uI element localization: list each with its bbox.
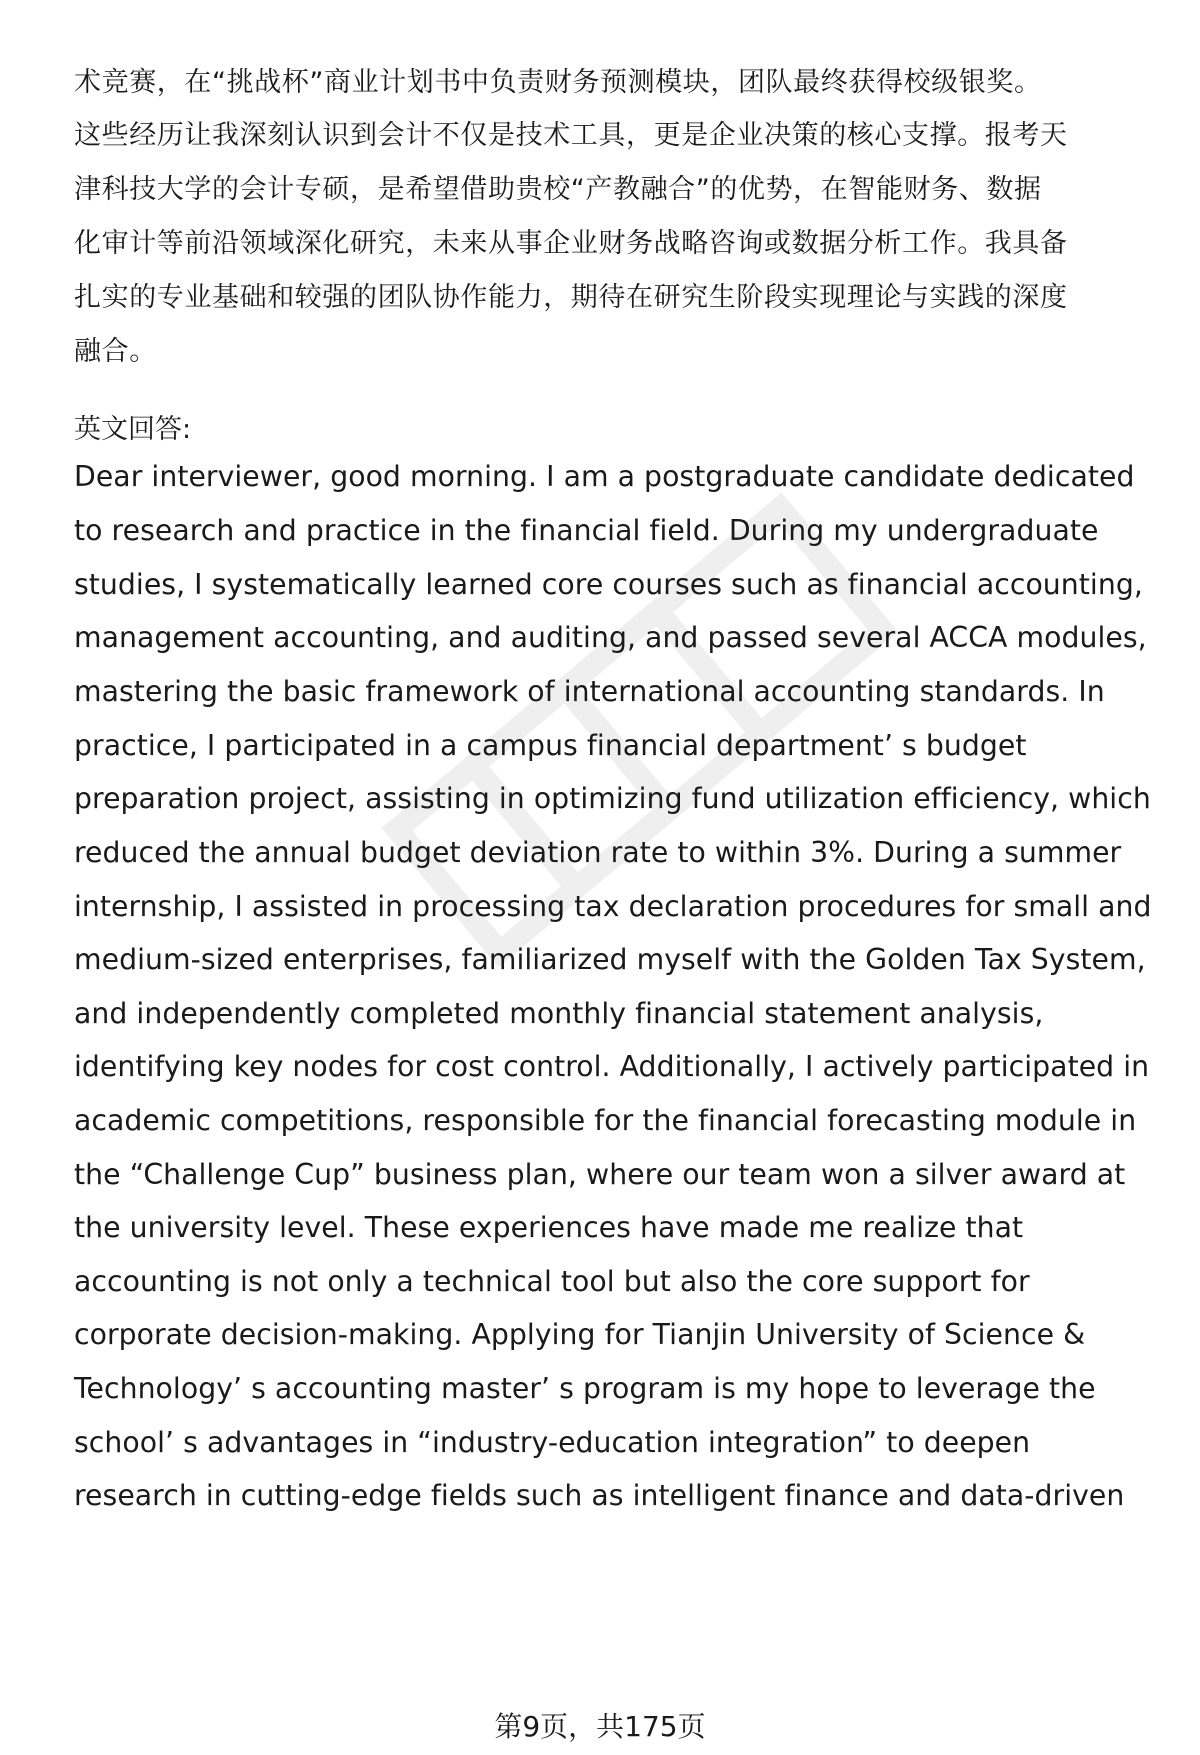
- page-footer: 第9页，共175页: [494, 1710, 706, 1743]
- en-line-9: internship, I assisted in processing tax declaration procedures for small and: [74, 890, 1152, 923]
- cn-line-5: 扎实的专业基础和较强的团队协作能力，期待在研究生阶段实现理论与实践的深度: [74, 282, 1068, 313]
- cn-line-6: 融合。: [74, 336, 157, 367]
- en-line-10: medium-sized enterprises, familiarized myself with the Golden Tax System,: [74, 943, 1146, 976]
- en-line-14: the “Challenge Cup” business plan, where our team won a silver award at: [74, 1158, 1126, 1191]
- en-line-8: reduced the annual budget deviation rate to within 3%. During a summer: [74, 836, 1122, 869]
- en-line-15: the university level. These experiences have made me realize that: [74, 1211, 1024, 1244]
- en-line-19: school’ s advantages in “industry-education integration” to deepen: [74, 1426, 1031, 1459]
- en-line-5: mastering the basic framework of international accounting standards. In: [74, 675, 1105, 708]
- en-line-4: management accounting, and auditing, and passed several ACCA modules,: [74, 621, 1147, 654]
- en-line-13: academic competitions, responsible for the financial forecasting module in: [74, 1104, 1137, 1137]
- en-line-1: Dear interviewer, good morning. I am a postgraduate candidate dedicated: [74, 460, 1135, 493]
- en-line-17: corporate decision-making. Applying for Tianjin University of Science &: [74, 1318, 1086, 1351]
- en-line-6: practice, I participated in a campus financial department’ s budget: [74, 729, 1027, 762]
- en-line-16: accounting is not only a technical tool but also the core support for: [74, 1265, 1030, 1298]
- en-line-20: research in cutting-edge fields such as intelligent finance and data-driven: [74, 1479, 1125, 1512]
- en-line-3: studies, I systematically learned core courses such as financial accounting,: [74, 568, 1143, 601]
- cn-line-2: 这些经历让我深刻认识到会计不仅是技术工具，更是企业决策的核心支撑。报考天: [74, 120, 1068, 151]
- cn-line-3: 津科技大学的会计专硕，是希望借助贵校“产教融合”的优势，在智能财务、数据: [74, 174, 1042, 205]
- en-line-11: and independently completed monthly financial statement analysis,: [74, 997, 1044, 1030]
- en-line-12: identifying key nodes for cost control. Additionally, I actively participated in: [74, 1050, 1150, 1083]
- en-line-7: preparation project, assisting in optimizing fund utilization efficiency, which: [74, 782, 1151, 815]
- en-line-2: to research and practice in the financial field. During my undergraduate: [74, 514, 1099, 547]
- cn-line-1: 术竞赛，在“挑战杯”商业计划书中负责财务预测模块，团队最终获得校级银奖。: [74, 67, 1042, 98]
- en-line-18: Technology’ s accounting master’ s program is my hope to leverage the: [74, 1372, 1096, 1405]
- cn-line-4: 化审计等前沿领域深化研究，未来从事企业财务战略咨询或数据分析工作。我具备: [74, 228, 1068, 259]
- english-answer-label: 英文回答:: [74, 414, 192, 445]
